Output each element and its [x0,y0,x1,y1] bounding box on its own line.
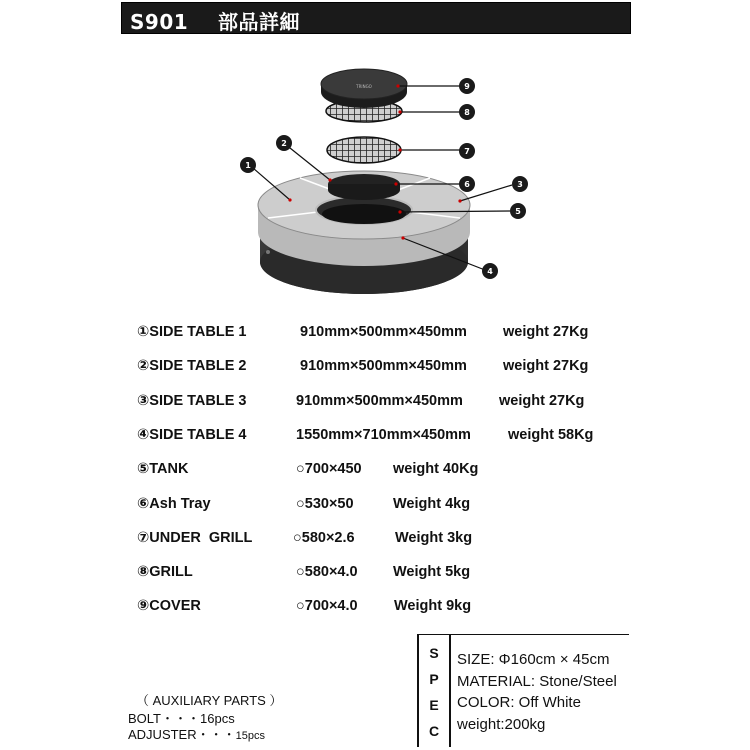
under-grill [327,137,401,163]
part-weight: Weight 3kg [395,530,473,546]
svg-text:4: 4 [487,267,493,276]
svg-text:9: 9 [464,82,470,91]
part-weight: Weight 9kg [394,598,472,614]
part-label: ③SIDE TABLE 3 [137,393,247,409]
part-row [0,324,589,344]
spec-box [417,634,629,747]
title-label: 部品詳細 [218,10,301,34]
part-row [0,496,471,516]
part-label: ④SIDE TABLE 4 [137,427,247,443]
spec-letter: C [428,723,440,739]
cover [321,69,407,108]
part-weight: Weight 4kg [393,496,471,512]
part-size: ○580×2.6 [293,530,355,546]
part-weight: Weight 5kg [393,564,471,580]
spec-letter: P [429,671,439,687]
spec-color: COLOR: Off White [457,694,581,711]
part-weight: weight 27Kg [499,393,585,409]
part-size: ○580×4.0 [296,564,358,580]
spec-letter: S [429,645,439,661]
callout-2 [276,135,292,151]
svg-text:2: 2 [281,139,287,148]
part-weight: weight 58Kg [508,427,594,443]
adjuster-count: 15pcs [235,730,265,742]
part-label: ⑤TANK [137,461,189,477]
ash-tray [328,174,400,200]
svg-text:3: 3 [517,180,523,189]
bolt-count: 16pcs [200,711,235,726]
part-size: ○700×450 [296,461,362,477]
spec-size: SIZE: Φ160cm × 45cm [457,651,610,668]
cover-brand-text: TRINGO [356,84,372,89]
auxiliary-adjuster [128,724,265,743]
part-size: 910mm×500mm×450mm [300,324,467,340]
part-label: ⑧GRILL [137,564,193,580]
bolt-label: BOLT・・・ [128,711,200,726]
svg-text:8: 8 [464,108,470,117]
part-row [0,358,589,378]
spec-lines [457,649,617,735]
part-size: ○530×50 [296,496,354,512]
part-row [0,461,479,481]
part-row [0,530,473,550]
callout-3 [512,176,528,192]
part-size: 910mm×500mm×450mm [296,393,463,409]
callout-7 [459,143,475,159]
svg-text:1: 1 [245,161,251,170]
spec-weight: weight:200kg [457,715,546,733]
part-row [0,393,585,413]
callout-6 [459,176,475,192]
part-weight: weight 40Kg [393,461,479,477]
part-label: ⑦UNDER GRILL [137,530,253,546]
part-row [0,564,471,584]
spec-material: MATERIAL: Stone/Steel [457,672,617,690]
part-label: ②SIDE TABLE 2 [137,358,247,374]
adjuster-label: ADJUSTER・・・ [128,727,236,742]
auxiliary-title: （ AUXILIARY PARTS ） [136,693,283,708]
svg-text:7: 7 [464,147,470,156]
callout-4 [482,263,498,279]
exploded-diagram [0,0,750,320]
svg-text:5: 5 [515,207,521,216]
callout-8 [459,104,475,120]
part-weight: weight 27Kg [503,358,589,374]
callout-5 [510,203,526,219]
part-weight: weight 27Kg [503,324,589,340]
part-row [0,427,594,447]
part-row [0,598,472,618]
product-code: S901 [130,10,189,34]
spec-heading [419,635,451,747]
part-size: 1550mm×710mm×450mm [296,427,471,443]
part-label: ⑥Ash Tray [137,496,211,512]
part-label: ①SIDE TABLE 1 [137,324,247,340]
part-size: 910mm×500mm×450mm [300,358,467,374]
callout-1 [240,157,256,173]
spec-letter: E [429,697,439,713]
part-label: ⑨COVER [137,598,201,614]
svg-text:6: 6 [464,180,470,189]
callout-9 [459,78,475,94]
part-size: ○700×4.0 [296,598,358,614]
